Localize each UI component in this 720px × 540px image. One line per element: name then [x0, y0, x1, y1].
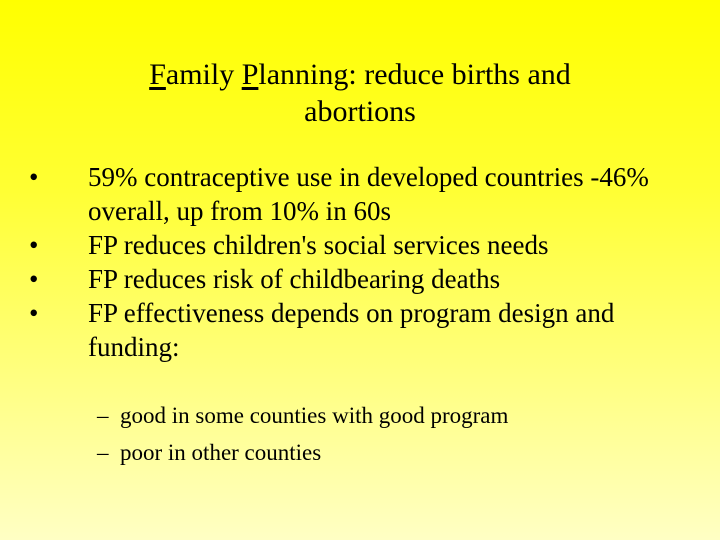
- bullet-text: 59% contraceptive use in developed countries -46% overall, up from 10% in 60s: [88, 162, 649, 226]
- sub-bullet-marker: –: [97, 403, 109, 428]
- title-text-lanning: lanning: reduce births and: [258, 58, 571, 91]
- title-line-2: abortions: [304, 95, 416, 128]
- bullet-text: FP effectiveness depends on program design and funding:: [88, 298, 615, 362]
- title-text-amily: amily: [165, 58, 242, 91]
- bullet-item: [29, 262, 709, 296]
- bullet-marker: •: [29, 230, 39, 260]
- bullet-item: [29, 160, 709, 228]
- bullet-text: FP reduces children's social services needs: [88, 230, 549, 260]
- sub-bullet-text: poor in other counties: [120, 440, 322, 465]
- bullet-item: [29, 296, 709, 364]
- sub-bullet-list: [97, 397, 697, 471]
- title-underlined-p: P: [241, 58, 259, 91]
- sub-bullet-text: good in some counties with good program: [120, 403, 509, 428]
- bullet-marker: •: [29, 162, 39, 192]
- bullet-marker: •: [29, 298, 39, 328]
- sub-bullet-item: [97, 434, 697, 471]
- slide-title: [60, 56, 660, 130]
- bullet-item: [29, 228, 709, 262]
- bullet-marker: •: [29, 264, 39, 294]
- bullet-list: [29, 160, 709, 364]
- title-underlined-f: F: [149, 58, 166, 91]
- bullet-text: FP reduces risk of childbearing deaths: [88, 264, 501, 294]
- sub-bullet-marker: –: [97, 440, 109, 465]
- sub-bullet-item: [97, 397, 697, 434]
